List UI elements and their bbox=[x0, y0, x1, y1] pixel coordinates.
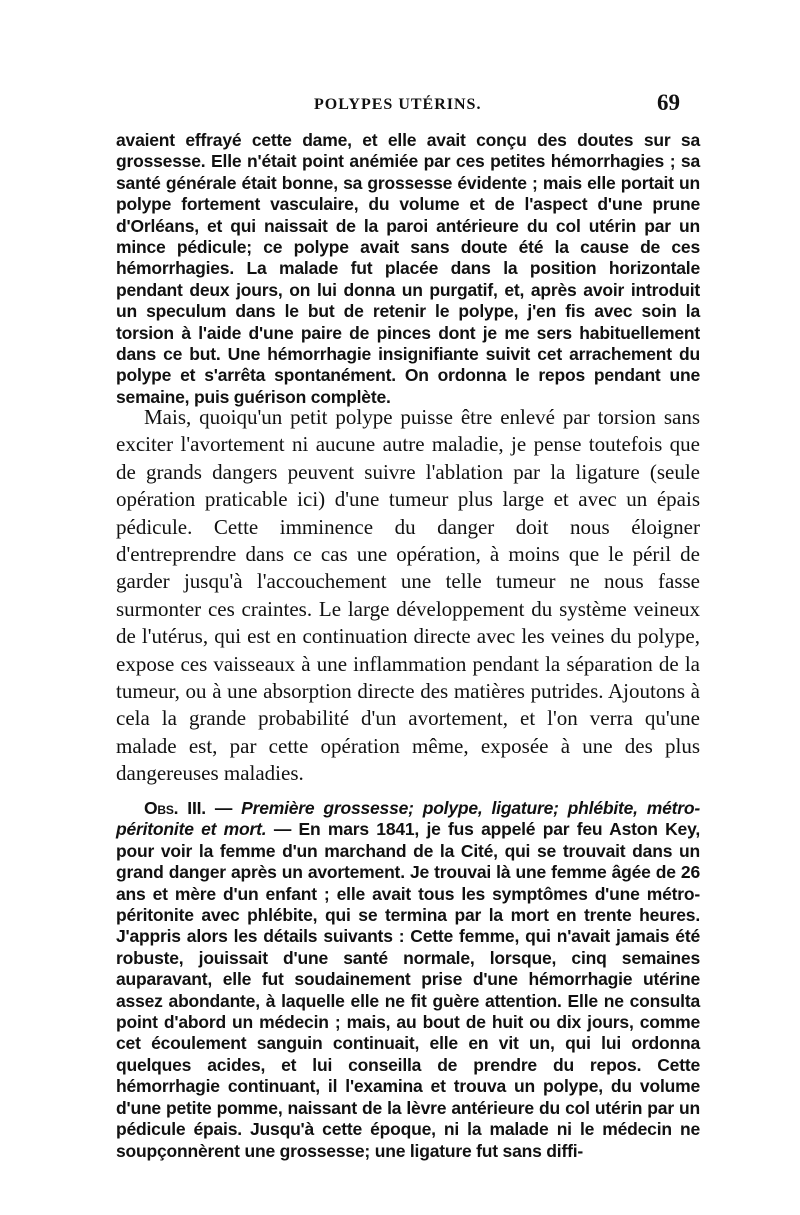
paragraph-discussion-text: Mais, quoiqu'un petit polype puisse être enlevé par torsion sans exciter l'avortement ni aucune autre maladie, je pense toutefois que de grands dangers peuvent suivre l'ablation par la ligature (seule opération praticable ici) d'une tumeur plus large et avec un épais pédicule. Cette imminence du danger doit nous éloigner d'entreprendre dans ce cas une opération, à moins que le péril de garder jusqu'à l'accouchement une telle tumeur ne nous fasse surmonter ces craintes. Le large développement du système veineux de l'utérus, qui est en continuation directe avec les veines du polype, expose ces vaisseaux à une inflammation pendant la séparation de la tumeur, ou à une absorption directe des matières putrides. Ajoutons à cela la grande probabilité d'un avortement, et l'on verra qu'une malade est, par cette opération même, exposée à une des plus dangereuses maladies. bbox=[116, 405, 700, 786]
observation-text: — En mars 1841, je fus appelé par feu Aston Key, pour voir la femme d'un marchand de la Cité, qui se trouvait dans un grand danger après un avortement. Je trouvai là une femme âgée de 26 ans et mère d'un enfant ; elle avait tous les symptômes d'une métro-péritonite avec phlébite, qui se termina par la mort en trente heures. J'appris alors les détails suivants : Cette femme, qui n'avait jamais été robuste, jouissait d'une santé normale, lorsque, cinq semaines auparavant, elle fut soudainement prise d'une hémorrhagie utérine assez abondante, à laquelle elle ne fit guère attention. Elle ne consulta point d'abord un médecin ; mais, au bout de huit ou dix jours, comme cet écoulement sanguin continuait, elle en vit un, qui lui ordonna quelques acides, et lui conseilla de prendre du repos. Cette hémorrhagie continuant, il l'examina et trouva un polype, du volume d'une petite pomme, naissant de la lèvre antérieure du col utérin par un pédicule épais. Jusqu'à cette époque, ni la malade ni le médecin ne soupçonnèrent une grossesse; une ligature fut sans diffi- bbox=[116, 819, 700, 1161]
observation-paragraph bbox=[116, 798, 700, 1162]
running-title: POLYPES UTÉRINS. bbox=[314, 96, 482, 113]
page-header bbox=[118, 90, 680, 122]
observation-dash: — bbox=[205, 798, 242, 818]
observation-title: Première grossesse; polype, ligature; phlébite, métro-péritonite et mort. bbox=[116, 798, 701, 840]
paragraph-discussion bbox=[116, 404, 700, 788]
paragraph-case-continuation: avaient effrayé cette dame, et elle avait conçu des doutes sur sa grossesse. Elle n'était point anémiée par ces petites hémorrhagies ; sa santé générale était bonne, sa grossesse évidente ; mais elle portait un polype fortement vasculaire, du volume et de l'aspect d'une prune d'Orléans, et qui naissait de la paroi antérieure du col utérin par un mince pédicule; ce polype avait sans doute été la cause de ces hémorrhagies. La malade fut placée dans la position horizontale pendant deux jours, on lui donna un purgatif, et, après avoir introduit un speculum dans le but de retenir le polype, j'en fis avec soin la torsion à l'aide d'une paire de pinces dont je me sers habituellement dans ce but. Une hémorrhagie insignifiante suivit cet arrachement du polype et s'arrêta spontanément. On ordonna le repos pendant une semaine, puis guérison complète. bbox=[116, 130, 700, 407]
page-number: 69 bbox=[657, 90, 680, 115]
observation-label: Obs. III. bbox=[144, 798, 206, 818]
